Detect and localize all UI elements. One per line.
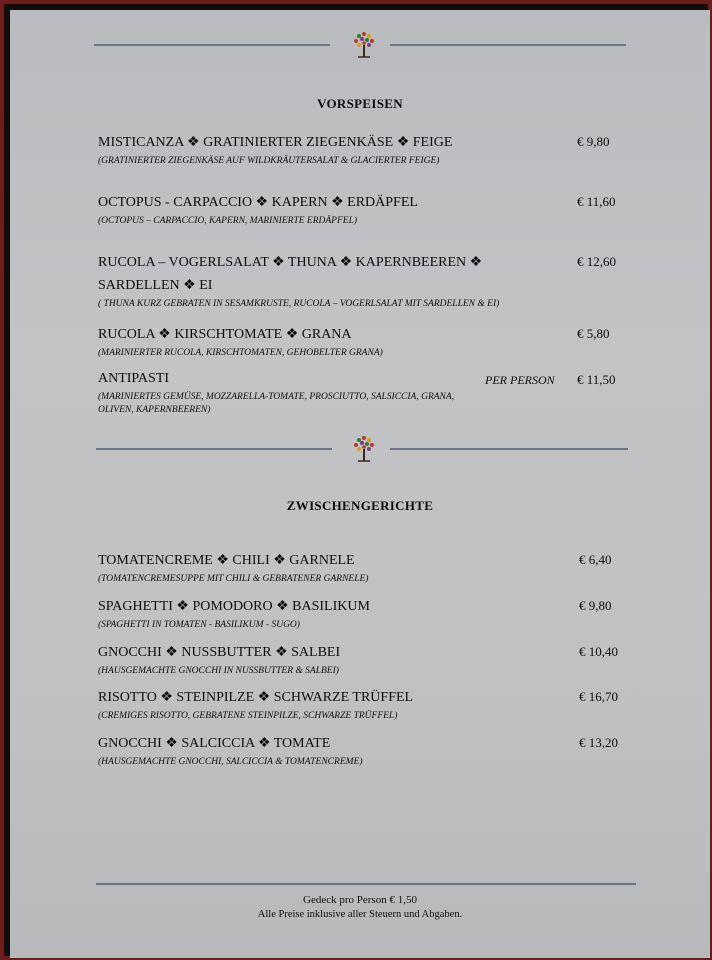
item-description: (OCTOPUS – CARPACCIO, KAPERN, MARINIERTE ERDÄPFEL) — [98, 216, 358, 226]
divider-rule-left — [94, 44, 330, 46]
menu-item — [98, 132, 638, 168]
menu-item — [98, 550, 638, 586]
section-title-zwischengerichte: ZWISCHENGERICHTE — [286, 498, 434, 513]
item-name: GNOCCHI ❖ NUSSBUTTER ❖ SALBEI — [98, 645, 341, 660]
item-name-continued: SARDELLEN ❖ EI — [98, 278, 213, 293]
item-price: € 13,20 — [579, 735, 618, 750]
menu-item — [98, 192, 638, 228]
menu-item — [98, 252, 638, 311]
top-divider — [10, 30, 710, 60]
menu-item — [98, 642, 638, 678]
per-person-note: PER PERSON — [485, 373, 555, 387]
item-description: ( THUNA KURZ GEBRATEN IN SESAMKRUSTE, RUCOLA – VOGERLSALAT MIT SARDELLEN & EI) — [98, 299, 500, 309]
item-price: € 10,40 — [579, 644, 618, 659]
item-name: RISOTTO ❖ STEINPILZE ❖ SCHWARZE TRÜFFEL — [98, 690, 414, 705]
item-price: € 11,50 — [577, 372, 616, 387]
item-name: SPAGHETTI ❖ POMODORO ❖ BASILIKUM — [98, 599, 370, 614]
item-description: (SPAGHETTI IN TOMATEN - BASILIKUM - SUGO) — [98, 620, 300, 630]
section-title-vorspeisen: VORSPEISEN — [317, 96, 403, 111]
item-price: € 9,80 — [579, 598, 612, 613]
footer-rule — [96, 883, 636, 885]
item-name: MISTICANZA ❖ GRATINIERTER ZIEGENKÄSE ❖ FEIGE — [98, 135, 453, 150]
divider-rule-left — [96, 448, 332, 450]
item-name: GNOCCHI ❖ SALCICCIA ❖ TOMATE — [98, 736, 331, 751]
menu-page — [10, 10, 710, 958]
item-price: € 12,60 — [577, 254, 616, 269]
divider-rule-right — [390, 44, 626, 46]
item-description: (GRATINIERTER ZIEGENKÄSE AUF WILDKRÄUTERSALAT & GLACIERTER FEIGE) — [98, 156, 440, 166]
cover-charge: Gedeck pro Person € 1,50 — [303, 894, 417, 906]
item-description: (CREMIGES RISOTTO, GEBRATENE STEINPILZE, SCHWARZE TRÜFFEL) — [98, 711, 398, 721]
item-description: (HAUSGEMACHTE GNOCCHI IN NUSSBUTTER & SALBEI) — [98, 666, 339, 676]
item-price: € 6,40 — [579, 552, 612, 567]
menu-item — [98, 324, 638, 360]
item-name: OCTOPUS - CARPACCIO ❖ KAPERN ❖ ERDÄPFEL — [98, 195, 418, 210]
divider-rule-right — [390, 448, 628, 450]
middle-divider — [10, 434, 710, 464]
item-name: TOMATENCREME ❖ CHILI ❖ GARNELE — [98, 553, 355, 568]
tree-icon — [350, 434, 378, 464]
tax-note: Alle Preise inklusive aller Steuern und Abgaben. — [257, 909, 463, 920]
menu-item — [98, 368, 638, 417]
tree-icon — [350, 30, 378, 60]
item-name: RUCOLA ❖ KIRSCHTOMATE ❖ GRANA — [98, 327, 352, 342]
item-description: (HAUSGEMACHTE GNOCCHI, SALCICCIA & TOMATENCREME) — [98, 757, 363, 767]
item-price: € 11,60 — [577, 194, 616, 209]
menu-item — [98, 596, 638, 632]
item-description: (MARINIERTER RUCOLA, KIRSCHTOMATEN, GEHOBELTER GRANA) — [98, 348, 383, 358]
item-description: (TOMATENCREMESUPPE MIT CHILI & GEBRATENER GARNELE) — [98, 574, 369, 584]
item-price: € 5,80 — [577, 326, 610, 341]
item-price: € 9,80 — [577, 134, 610, 149]
menu-item — [98, 687, 638, 723]
item-name: ANTIPASTI — [98, 371, 170, 386]
item-description: (MARINIERTES GEMÜSE, MOZZARELLA-TOMATE, PROSCIUTTO, SALSICCIA, GRANA, OLIVEN, KAPERNBEEREN) — [98, 392, 455, 415]
item-price: € 16,70 — [579, 689, 618, 704]
item-name: RUCOLA – VOGERLSALAT ❖ THUNA ❖ KAPERNBEEREN ❖ — [98, 255, 483, 270]
menu-item — [98, 733, 638, 769]
